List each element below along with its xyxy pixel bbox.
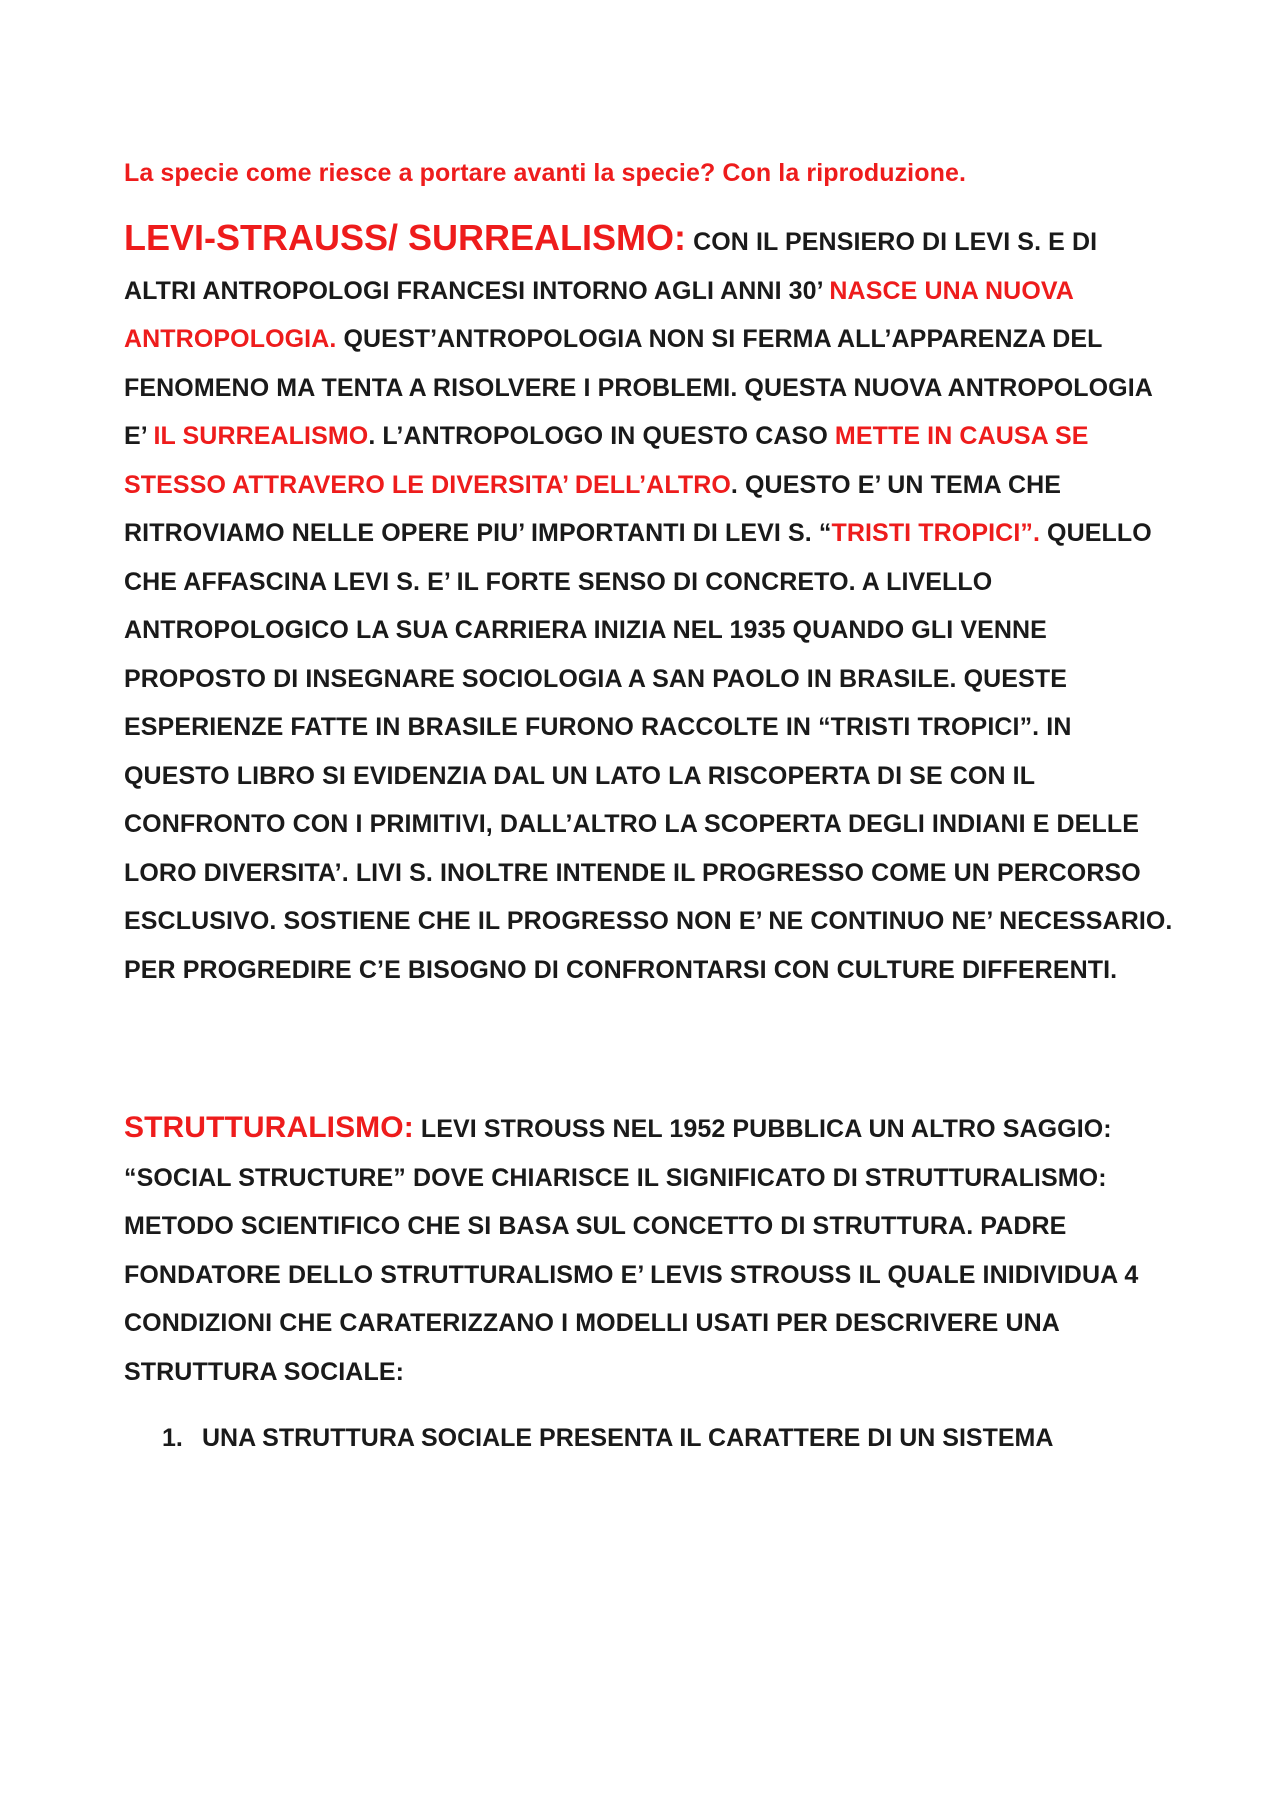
section-heading-strutturalismo: STRUTTURALISMO: <box>124 1111 414 1144</box>
conditions-list <box>124 1414 1174 1463</box>
highlight-text: TRISTI TROPICI”. <box>831 519 1041 547</box>
document-page <box>124 158 1174 1463</box>
section-heading-levi-strauss: LEVI-STRAUSS/ SURREALISMO: <box>124 217 687 258</box>
body-text: CON IL PENSIERO DI LEVI S. E DI ALTRI ANTROPOLOGI FRANCESI INTORNO AGLI ANNI 30’ <box>124 228 1098 305</box>
body-text: QUEST’ANTROPOLOGIA NON SI FERMA ALL’APPARENZA DEL FENOMENO MA TENTA A RISOLVERE I PROBLEMI. QUESTA NUOVA ANTROPOLOGIA E’ <box>124 325 1153 450</box>
body-text: LEVI STROUSS NEL 1952 PUBBLICA UN ALTRO SAGGIO: “SOCIAL STRUCTURE” DOVE CHIARISCE IL SIGNIFICATO DI STRUTTURALISMO: METODO SCIENTIFICO CHE SI BASA SUL CONCETTO DI STRUTTURA. PADRE FONDATORE DELLO STRUTTURALISMO E’ LEVIS STROUSS IL QUALE INIDIVIDUA 4 CONDIZIONI CHE CARATERIZZANO I MODELLI USATI PER DESCRIVERE UNA STRUTTURA SOCIALE: <box>124 1115 1139 1386</box>
body-text: . QUESTO E’ UN TEMA CHE RITROVIAMO NELLE OPERE PIU’ IMPORTANTI DI LEVI S. “ <box>124 470 1062 547</box>
intro-question: La specie come riesce a portare avanti la specie? Con la riproduzione. <box>124 159 967 187</box>
section-levi-strauss <box>124 214 1174 994</box>
section-strutturalismo <box>124 1104 1174 1396</box>
highlight-text: NASCE UNA NUOVA ANTROPOLOGIA. <box>124 276 1074 353</box>
highlight-text: METTE IN CAUSA SE STESSO ATTRAVERO LE DIVERSITA’ DELL’ALTRO <box>124 422 1089 499</box>
list-item-number: 1. <box>162 1424 183 1452</box>
list-item <box>124 1414 1174 1463</box>
body-text: . L’ANTROPOLOGO IN QUESTO CASO <box>368 422 835 450</box>
highlight-text: IL SURREALISMO <box>153 422 369 450</box>
section-spacer <box>124 994 1174 1104</box>
list-item-text: UNA STRUTTURA SOCIALE PRESENTA IL CARATTERE DI UN SISTEMA <box>202 1424 1054 1452</box>
body-text: QUELLO CHE AFFASCINA LEVI S. E’ IL FORTE SENSO DI CONCRETO. A LIVELLO ANTROPOLOGICO LA SUA CARRIERA INIZIA NEL 1935 QUANDO GLI VENNE PROPOSTO DI INSEGNARE SOCIOLOGIA A SAN PAOLO IN BRASILE. QUESTE ESPERIENZE FATTE IN BRASILE FURONO RACCOLTE IN “TRISTI TROPICI”. IN QUESTO LIBRO SI EVIDENZIA DAL UN LATO LA RISCOPERTA DI SE CON IL CONFRONTO CON I PRIMITIVI, DALL’ALTRO LA SCOPERTA DEGLI INDIANI E DELLE LORO DIVERSITA’. LIVI S. INOLTRE INTENDE IL PROGRESSO COME UN PERCORSO ESCLUSIVO. SOSTIENE CHE IL PROGRESSO NON E’ NE CONTINUO NE’ NECESSARIO. PER PROGREDIRE C’E BISOGNO DI CONFRONTARSI CON CULTURE DIFFERENTI. <box>124 519 1173 984</box>
